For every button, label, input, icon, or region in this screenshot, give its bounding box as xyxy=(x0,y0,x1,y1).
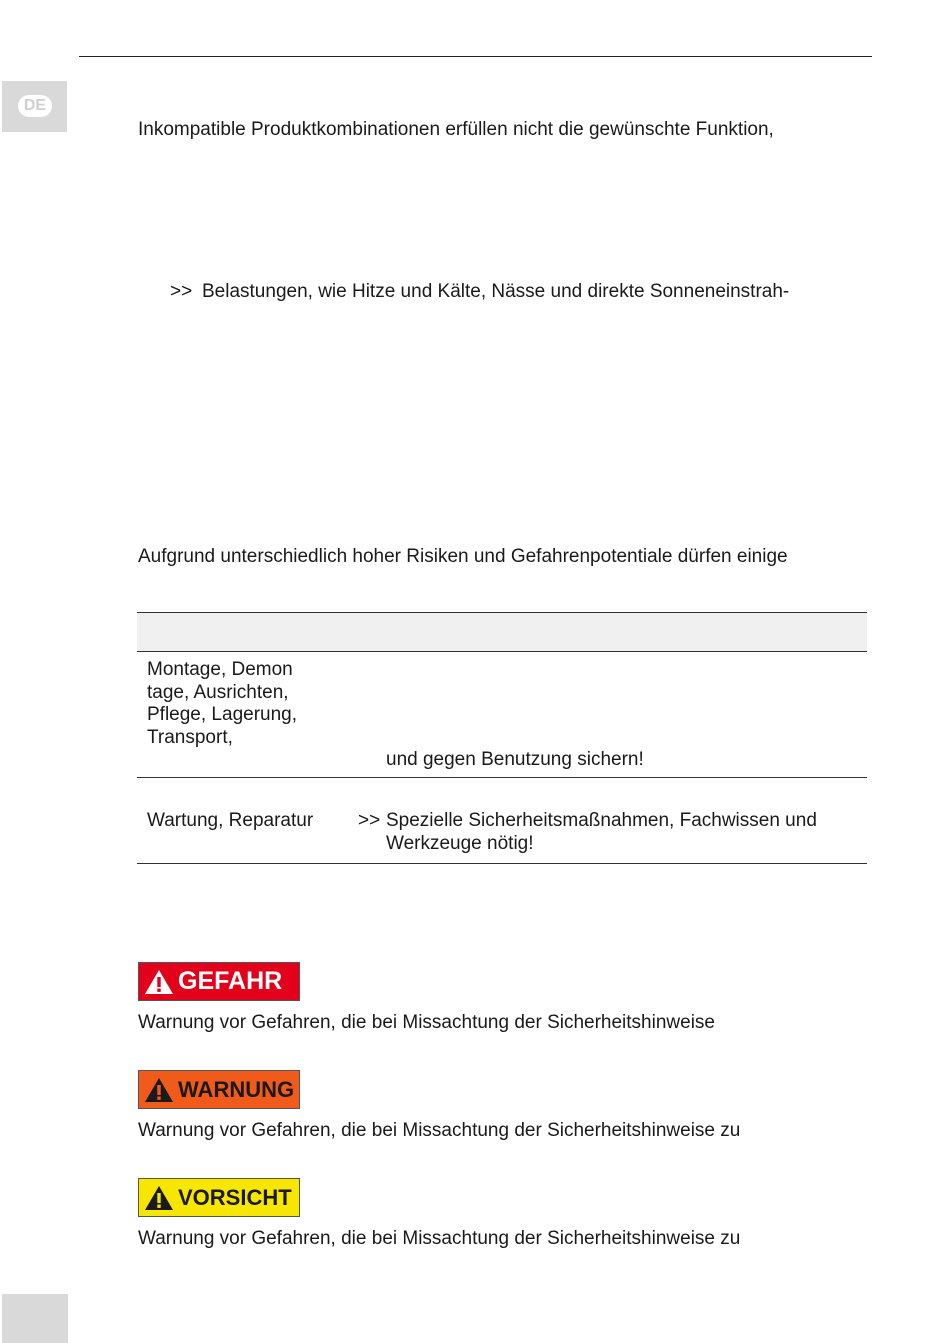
activity-cell-line: Transport, xyxy=(147,727,233,748)
signal-word: WARNUNG xyxy=(178,1076,295,1102)
table-bottom-rule xyxy=(137,863,867,864)
warning-triangle-icon xyxy=(144,1077,174,1103)
bullet-mark: >> xyxy=(170,281,193,302)
activity-cell-line: Montage, Demon xyxy=(147,659,293,680)
measure-cell-line: Spezielle Sicherheitsmaßnahmen, Fachwissen und xyxy=(386,810,817,831)
activity-cell-line: Pflege, Lagerung, xyxy=(147,704,298,725)
measure-cell-line: und gegen Benutzung sichern! xyxy=(386,749,644,770)
danger-signal xyxy=(138,962,300,1001)
activity-cell: Wartung, Reparatur xyxy=(147,810,314,831)
table-header xyxy=(137,613,867,651)
warning-signal xyxy=(138,1070,300,1109)
table-row-rule xyxy=(137,777,867,778)
header-rule xyxy=(79,56,872,57)
page-number-tab xyxy=(2,1294,68,1343)
bullet-text: Belastungen, wie Hitze und Kälte, Nässe und direkte Sonneneinstrah- xyxy=(202,281,790,302)
signal-word: GEFAHR xyxy=(178,967,283,995)
warning-triangle-icon xyxy=(144,969,174,995)
warning-triangle-icon xyxy=(144,1185,174,1211)
incompatible-paragraph: Inkompatible Produktkombinationen erfüllen nicht die gewünschte Funktion, xyxy=(138,119,774,140)
warning-description: Warnung vor Gefahren, die bei Missachtung der Sicherheitshinweise zu xyxy=(138,1120,741,1141)
language-tab xyxy=(2,81,67,132)
language-badge: DE xyxy=(18,95,52,117)
danger-description: Warnung vor Gefahren, die bei Missachtung der Sicherheitshinweise xyxy=(138,1012,715,1033)
activity-cell-line: tage, Ausrichten, xyxy=(147,682,289,703)
risks-paragraph: Aufgrund unterschiedlich hoher Risiken und Gefahrenpotentiale dürfen einige xyxy=(138,546,788,567)
list-item xyxy=(170,280,789,303)
measure-cell-line: Werkzeuge nötig! xyxy=(386,833,534,854)
caution-signal xyxy=(138,1178,300,1217)
signal-word: VORSICHT xyxy=(178,1184,292,1210)
caution-description: Warnung vor Gefahren, die bei Missachtung der Sicherheitshinweise zu xyxy=(138,1228,741,1249)
table-header-rule xyxy=(137,651,867,652)
measure-mark: >> xyxy=(358,810,381,831)
